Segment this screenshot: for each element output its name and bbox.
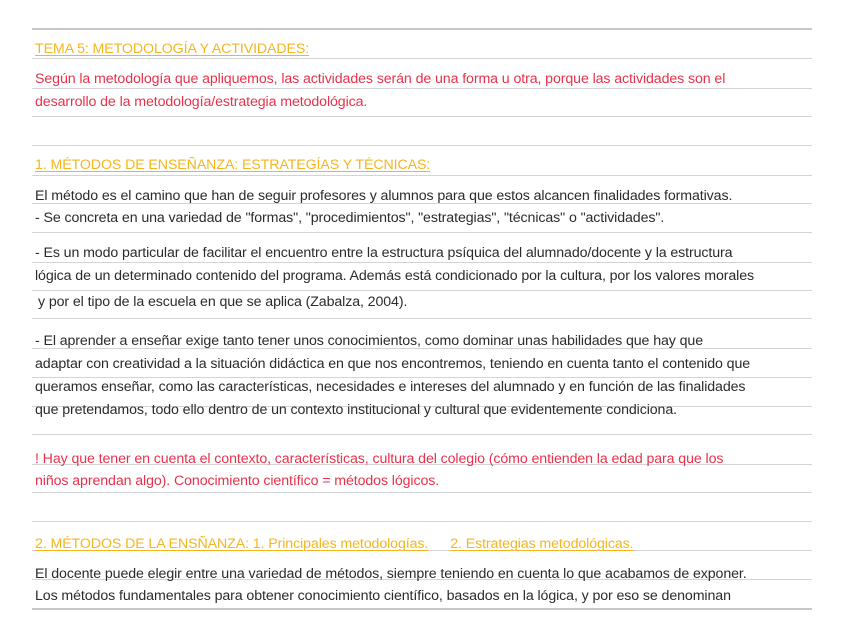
- para3-line-3: queramos enseñar, como las características, necesidades e intereses del alumnado y en función de las finalidades: [35, 379, 746, 395]
- ruled-line: [32, 175, 812, 176]
- section2-heading-sub1: 1. Principales metodologías.: [252, 536, 429, 552]
- ruled-line: [32, 290, 812, 291]
- tema5-heading: TEMA 5: METODOLOGÍA Y ACTIVIDADES:: [35, 41, 310, 57]
- ruled-line: [32, 434, 812, 435]
- para1-line-1: El método es el camino que han de seguir profesores y alumnos para que estos alcancen finalidades formativas.: [35, 188, 733, 204]
- intro-line-1: Según la metodología que apliquemos, las actividades serán de una forma u otra, porque las actividades son el: [35, 71, 726, 87]
- ruled-line: [32, 262, 812, 263]
- ruled-line: [32, 116, 812, 117]
- para2-line-1: - Es un modo particular de facilitar el encuentro entre la estructura psíquica del alumnado/docente y la estructura: [35, 245, 733, 261]
- section2-heading-sub2: 2. Estrategias metodológicas.: [450, 536, 634, 552]
- ruled-line: [32, 145, 812, 146]
- para2-line-2: lógica de un determinado contenido del programa. Además está condicionado por la cultura, por los valores morales: [35, 268, 754, 284]
- para3-line-2: adaptar con creatividad a la situación didáctica en que nos encontremos, teniendo en cuenta tanto el contenido que: [35, 356, 751, 372]
- note-line-1: ! Hay que tener en cuenta el contexto, características, cultura del colegio (cómo entienden la edad para que los: [35, 451, 724, 467]
- metodos-heading: 1. MÉTODOS DE ENSEÑANZA: ESTRATEGÍAS Y TÉCNICAS:: [35, 157, 431, 173]
- section2-heading: [35, 535, 820, 553]
- para4-line-1: El docente puede elegir entre una variedad de métodos, siempre teniendo en cuenta lo que acabamos de exponer.: [35, 566, 747, 582]
- ruled-line: [32, 58, 812, 59]
- ruled-line: [32, 318, 812, 319]
- para2-line-3: y por el tipo de la escuela en que se aplica (Zabalza, 2004).: [38, 294, 408, 310]
- ruled-line: [32, 28, 812, 30]
- para4-line-2: Los métodos fundamentales para obtener conocimiento científico, basados en la lógica, y por eso se denominan: [35, 588, 731, 604]
- para1-line-2: - Se concreta en una variedad de "formas", "procedimientos", "estrategias", "técnicas" o "actividades".: [35, 210, 665, 226]
- note-line-2: niños aprendan algo). Conocimiento científico = métodos lógicos.: [35, 473, 440, 489]
- ruled-line: [32, 232, 812, 233]
- ruled-line: [32, 608, 812, 610]
- intro-line-2: desarrollo de la metodología/estrategia metodológica.: [35, 94, 368, 110]
- para3-line-1: - El aprender a enseñar exige tanto tener unos conocimientos, como dominar unas habilidades que hay que: [35, 333, 703, 349]
- ruled-line: [32, 492, 812, 493]
- para3-line-4: que pretendamos, todo ello dentro de un contexto institucional y cultural que evidentemente condiciona.: [35, 402, 677, 418]
- section2-heading-title: 2. MÉTODOS DE LA ENSÑANZA:: [35, 536, 249, 552]
- ruled-line: [32, 88, 812, 89]
- ruled-line: [32, 521, 812, 522]
